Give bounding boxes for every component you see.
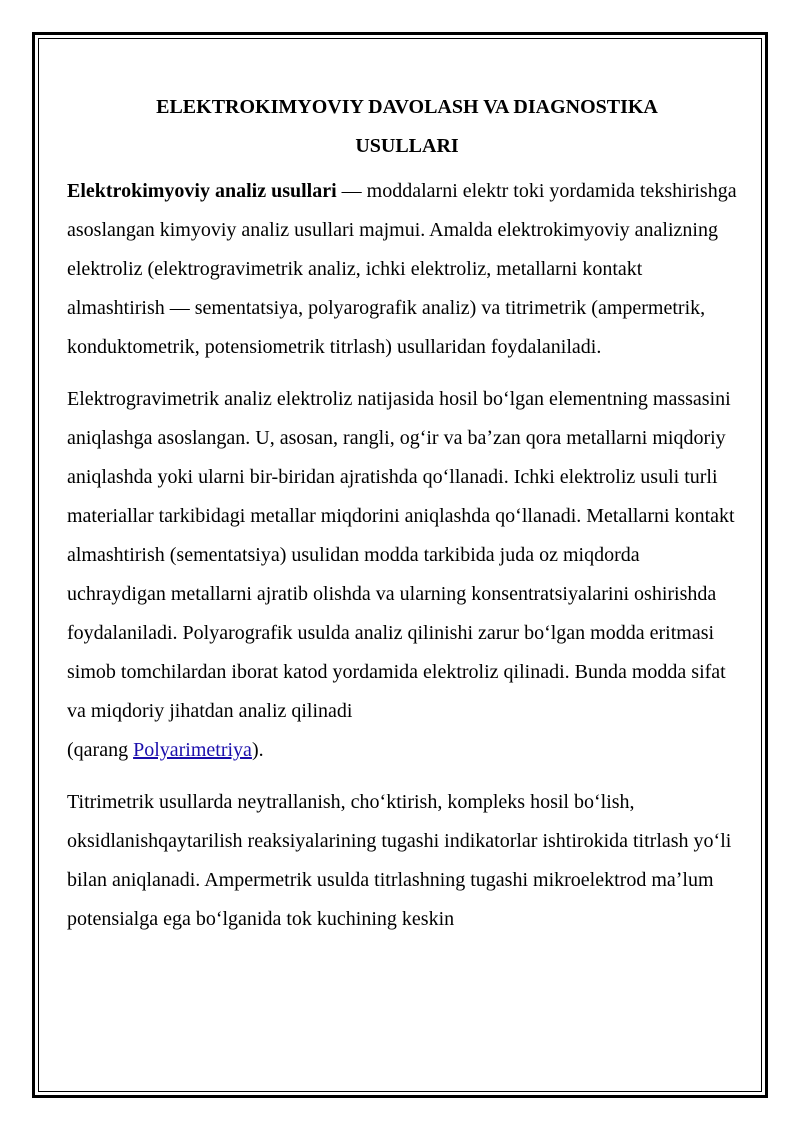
paragraph-3 bbox=[67, 783, 737, 939]
reference-suffix: ). bbox=[251, 739, 264, 761]
polyarimetriya-link[interactable]: Polyarimetriya bbox=[133, 739, 252, 761]
title-line-1: ELEKTROKIMYOVIY DAVOLASH VA DIAGNOSTIKA bbox=[156, 96, 658, 118]
paragraph-2-text: Elektrogravimetrik analiz elektroliz natijasida hosil boʻlgan elementning massasini aniqlashga asoslangan. U, asosan, rangli, ogʻir va baʼzan qora metallarni miqdoriy aniqlashda yoki ularni bir-biridan ajratishda qoʻllanadi. Ichki elektroliz usuli turli materiallar tarkibidagi metallar miqdorini aniqlashda qoʻllanadi. Metallarni kontakt almashtirish (sementatsiya) usulidan modda tarkibida juda oz miqdorda uchraydigan metallarni ajratib olishda va ularning konsentratsiyalarini oshirishda foydalaniladi. Polyarografik usulda analiz qilinishi zarur boʻlgan modda eritmasi simob tomchilardan iborat katod yordamida elektroliz qilinadi. Bunda modda sifat va miqdoriy jihatdan analiz qilinadi bbox=[67, 388, 735, 722]
document-title bbox=[67, 88, 737, 166]
title-line-2: USULLARI bbox=[355, 135, 459, 157]
paragraph-1-text: — moddalarni elektr toki yordamida tekshirishga asoslangan kimyoviy analiz usullari majmui. Amalda elektrokimyoviy analizning elektroliz (elektrogravimetrik analiz, ichki elektroliz, metallarni kontakt almashtirish — sementatsiya, polyarografik analiz) va titrimetrik (ampermetrik, konduktometrik, potensiometrik titrlash) usullaridan foydalaniladi. bbox=[67, 180, 737, 358]
document-body bbox=[67, 88, 737, 952]
reference-prefix: (qarang bbox=[67, 739, 134, 761]
bold-term: Elektrokimyoviy analiz usullari bbox=[67, 180, 337, 202]
paragraph-2 bbox=[67, 380, 737, 770]
paragraph-3-text: Titrimetrik usullarda neytrallanish, choʻktirish, kompleks hosil boʻlish, oksidlanishqaytarilish reaksiyalarining tugashi indikatorlar ishtirokida titrlash yoʻli bilan aniqlanadi. Ampermetrik usulda titrlashning tugashi mikroelektrod maʼlum potensialga ega boʻlganida tok kuchining keskin bbox=[67, 791, 732, 930]
paragraph-1 bbox=[67, 172, 737, 367]
